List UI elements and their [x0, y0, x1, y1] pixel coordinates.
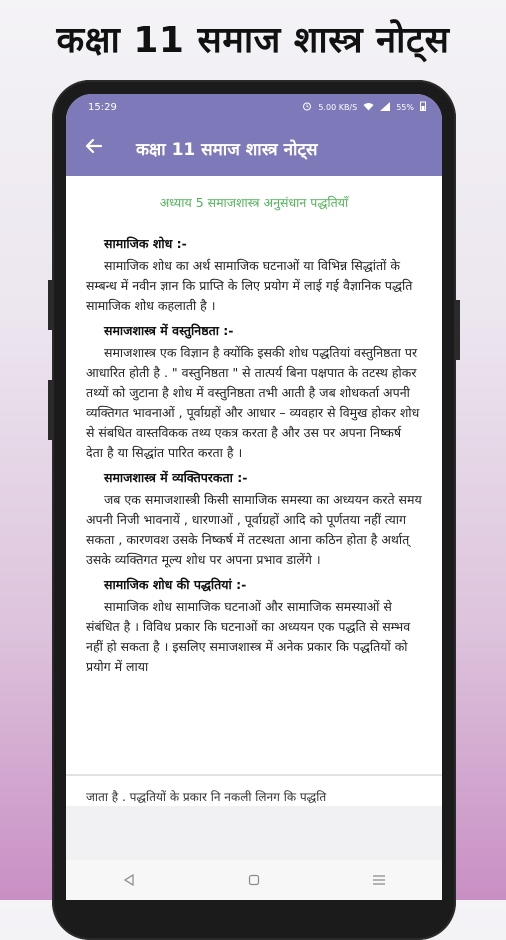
- battery-percent: 55%: [396, 102, 414, 112]
- section-text: समाजशास्त्र एक विज्ञान है क्योंकि इसकी शोध पद्धतियां वस्तुनिष्ठता पर आधारित होती है . " वस्तुनिष्ठता " से तात्पर्य बिना पक्षपात के तटस्थ होकर तथ्यों को जुटाना है शोध में वस्तुनिष्ठता तभी आती है जब शोधकर्ता अपनी व्यक्तिगत भावनाओं , पूर्वाग्रहों और आधार – व्यवहार से विमुख होकर शोध से संबधित वास्तविकक तथ्य एकत्र करता है और उस पर अपना निष्कर्ष देता है या सिद्धांत पारित करता है ।: [86, 345, 420, 460]
- volume-button-2: [48, 380, 52, 440]
- back-triangle-icon: [123, 871, 135, 890]
- nav-home-button[interactable]: [234, 865, 274, 895]
- app-bar: [66, 120, 442, 176]
- alarm-icon: [302, 101, 312, 113]
- system-nav-bar: [66, 860, 442, 900]
- app-bar-title: कक्षा 11 समाज शास्त्र नोट्स: [136, 139, 318, 160]
- status-time: 15:29: [88, 101, 117, 113]
- power-button: [456, 300, 460, 360]
- section-text: जब एक समाजशास्त्री किसी सामाजिक समस्या का अध्ययन करते समय अपनी निजी भावनायें , धारणाओं , पूर्वाग्रहों आदि को पूर्णतया नहीं त्याग सकता , कारणवश उसके निष्कर्ष में तटस्थता आना कठिन होता है अर्थात् उसके व्यक्तिगत मूल्य शोध पर अपना प्रभाव डालेंगे ।: [86, 492, 422, 567]
- section: [86, 235, 422, 316]
- section: [86, 469, 422, 570]
- battery-icon: [420, 101, 426, 113]
- section-heading: सामाजिक शोध की पद्धतियां :-: [104, 577, 247, 592]
- promo-title: कक्षा 11 समाज शास्त्र नोट्स: [56, 20, 450, 61]
- section-text: सामाजिक शोध का अर्थ सामाजिक घटनाओं या विभिन्न सिद्धांतों के सम्बन्ध में नवीन ज्ञान कि प्राप्ति के लिए प्रयोग में लाई गई वैज्ञानिक पद्धति सामाजिक शोध कहलाती है ।: [86, 258, 413, 313]
- section-heading: समाजशास्त्र में वस्तुनिष्ठता :-: [104, 323, 234, 338]
- arrow-left-icon: [84, 136, 104, 160]
- signal-icon: [380, 102, 390, 113]
- bottom-area: [66, 806, 442, 900]
- section: [86, 322, 422, 463]
- nav-recents-button[interactable]: [359, 865, 399, 895]
- content-divider: [66, 774, 442, 776]
- status-icons: [302, 101, 426, 113]
- section-heading: सामाजिक शोध :-: [104, 236, 187, 251]
- back-button[interactable]: [66, 120, 122, 176]
- section-text: सामाजिक शोध सामाजिक घटनाओं और सामाजिक समस्याओं से संबंधित है । विविध प्रकार कि घटनाओं का अध्ययन एक पद्धति से सम्भव नहीं हो सकता है । इसलिए समाजशास्त्र में अनेक प्रकार कि पद्धतियों को प्रयोग में लाया: [86, 599, 411, 674]
- phone-screen: [66, 94, 442, 900]
- network-speed: 5.00 KB/S: [318, 102, 358, 112]
- notes-content[interactable]: [66, 176, 442, 776]
- wifi-icon: [363, 102, 374, 113]
- nav-back-button[interactable]: [109, 865, 149, 895]
- section: [86, 576, 422, 677]
- chapter-title: अध्याय 5 समाजशास्त्र अनुसंधान पद्धतियाँ: [159, 195, 349, 210]
- section-heading: समाजशास्त्र में व्यक्तिपरकता :-: [104, 470, 248, 485]
- volume-button: [48, 280, 52, 330]
- menu-lines-icon: [372, 871, 386, 890]
- home-square-icon: [248, 871, 260, 890]
- next-content-peek: जाता है . पद्धतियों के प्रकार नि नकली लिनग कि पद्धति: [86, 790, 327, 804]
- status-bar: [66, 94, 442, 120]
